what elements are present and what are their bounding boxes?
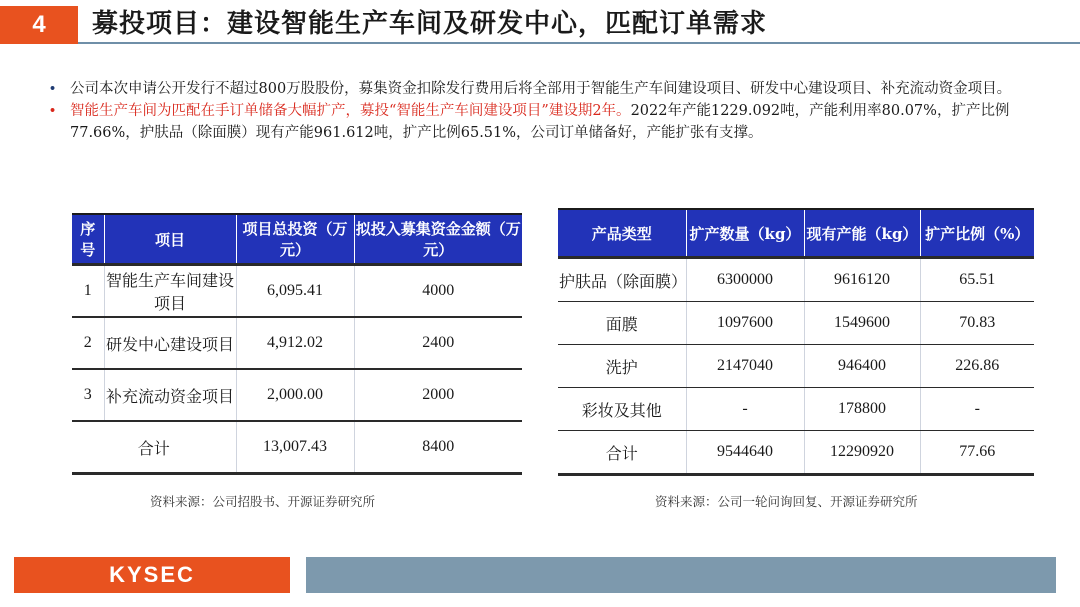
bullet-text-1: 公司本次申请公开发行不超过800万股股份，募集资金扣除发行费用后将全部用于智能生产车间建设项目、研发中心建设项目、补充流动资金项目。 xyxy=(70,81,1012,97)
table-header-row xyxy=(558,209,1034,258)
table-cell: 2 xyxy=(72,317,104,369)
table-header-cell: 序号 xyxy=(72,214,104,265)
logo-text: KYSEC xyxy=(109,562,195,587)
source-note-right: 资料来源：公司一轮问询回复、开源证券研究所 xyxy=(655,494,918,509)
bullet-dot-icon: • xyxy=(50,103,56,119)
table-cell: 1097600 xyxy=(686,302,804,345)
table-cell: 洗护 xyxy=(558,345,686,388)
table-header-cell: 拟投入募集资金金额（万元） xyxy=(354,214,522,265)
table-header-cell: 扩产比例（%） xyxy=(920,209,1034,258)
table-total-row xyxy=(72,421,522,474)
bullet-list xyxy=(50,78,1040,144)
table-total-row xyxy=(558,431,1034,475)
bullet-item-1 xyxy=(50,78,1040,100)
table-cell: 12290920 xyxy=(804,431,920,475)
bullet-dot-icon: • xyxy=(50,81,56,97)
table-cell: 9544640 xyxy=(686,431,804,475)
table-header-cell: 产品类型 xyxy=(558,209,686,258)
table-cell: 178800 xyxy=(804,388,920,431)
table-row xyxy=(72,369,522,421)
table-row xyxy=(558,302,1034,345)
table-cell: 3 xyxy=(72,369,104,421)
table-cell: 77.66 xyxy=(920,431,1034,475)
bullet-text-2: 2022年产能1229.092吨，产能利用率80.07%，扩产比例77.66%，护肤品（除面膜）现有产能961.612吨，扩产比例65.51%，公司订单储备好，产能扩张有支撑。 xyxy=(70,103,1010,141)
table-cell: 面膜 xyxy=(558,302,686,345)
bullet-item-2 xyxy=(50,100,1040,144)
slide-number-badge xyxy=(0,6,78,44)
table-cell: 2147040 xyxy=(686,345,804,388)
table-cell: 1 xyxy=(72,265,104,318)
table-cell: 946400 xyxy=(804,345,920,388)
table-cell: 研发中心建设项目 xyxy=(104,317,236,369)
bullet-text-2-highlight: 智能生产车间为匹配在手订单储备大幅扩产，募投“智能生产车间建设项目”建设期2年。 xyxy=(70,103,631,119)
table-cell: 合计 xyxy=(558,431,686,475)
table-cell: 8400 xyxy=(354,421,522,474)
table-cell: 护肤品（除面膜） xyxy=(558,258,686,302)
table-header-cell: 项目总投资（万元） xyxy=(236,214,354,265)
page-title: 募投项目：建设智能生产车间及研发中心，匹配订单需求 xyxy=(92,9,768,39)
table-cell: 70.83 xyxy=(920,302,1034,345)
table-cell: 2,000.00 xyxy=(236,369,354,421)
table-cell: 合计 xyxy=(72,421,236,474)
table-cell: 4000 xyxy=(354,265,522,318)
table-row xyxy=(558,345,1034,388)
footer-bar xyxy=(306,557,1056,593)
kysec-logo xyxy=(14,557,290,593)
table-cell: 补充流动资金项目 xyxy=(104,369,236,421)
table-cell: 6300000 xyxy=(686,258,804,302)
table-cell: 4,912.02 xyxy=(236,317,354,369)
table-cell: 1549600 xyxy=(804,302,920,345)
table-cell: 2000 xyxy=(354,369,522,421)
table-cell: 226.86 xyxy=(920,345,1034,388)
table-cell: - xyxy=(686,388,804,431)
capacity-expansion-table xyxy=(558,208,1034,476)
source-note-left: 资料来源：公司招股书、开源证券研究所 xyxy=(150,494,376,509)
fundraising-projects-table xyxy=(72,213,522,475)
table-row xyxy=(72,317,522,369)
table-cell: - xyxy=(920,388,1034,431)
table-row xyxy=(72,265,522,318)
table-header-cell: 扩产数量（kg） xyxy=(686,209,804,258)
table-cell: 13,007.43 xyxy=(236,421,354,474)
table-row xyxy=(558,258,1034,302)
table-header-cell: 项目 xyxy=(104,214,236,265)
table-cell: 2400 xyxy=(354,317,522,369)
table-header-cell: 现有产能（kg） xyxy=(804,209,920,258)
table-header-row xyxy=(72,214,522,265)
table-cell: 9616120 xyxy=(804,258,920,302)
table-row xyxy=(558,388,1034,431)
table-cell: 彩妆及其他 xyxy=(558,388,686,431)
table-cell: 智能生产车间建设项目 xyxy=(104,265,236,318)
header-divider xyxy=(78,42,1080,44)
slide-number: 4 xyxy=(32,11,46,38)
table-cell: 65.51 xyxy=(920,258,1034,302)
table-cell: 6,095.41 xyxy=(236,265,354,318)
